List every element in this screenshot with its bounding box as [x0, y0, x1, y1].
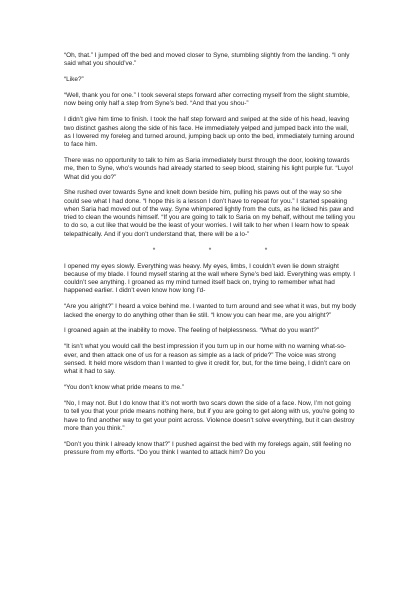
paragraph: “Are you alright?” I heard a voice behind me. I wanted to turn around and see what it was, but my body lacked the energy to do anything other than lie still. “I know you can hear me, are you alright?” — [64, 303, 356, 319]
paragraph: I didn’t give him time to finish. I took the half step forward and swiped at the side of his head, leaving two distinct gashes along the side of his face. He immediately yelped and jumped back into the wall, as I lowered my foreleg and turned around, jumping back up onto the bed, immediately turning around to face him. — [64, 116, 355, 149]
paragraph: “Well, thank you for one.” I took several steps forward after correcting myself from the slight stumble, now being only half a step from Syne’s bed. “And that you shou-” — [64, 92, 350, 108]
section-break-asterisk: * — [264, 246, 268, 254]
section-break-asterisk: * — [152, 246, 156, 254]
paragraph: She rushed over towards Syne and knelt down beside him, pulling his paws out of the way so she could see what I had done. “I hope this is a lesson I don’t have to repeat for you.” I started speaking when Saria had moved out of the way. Syne whimpered lightly from the cuts, as he licked his paw and tried to clean the wounds himself. “If you are going to talk to Saria on my behalf, without me telling you to do so, a cut like that would be the least of your worries. I will talk to her when I learn how to speak telepathically. And if you don’t understand that, there will be a lo-” — [64, 189, 355, 238]
paragraph: “Like?” — [64, 76, 84, 84]
section-break-asterisk: * — [208, 246, 212, 254]
section-break — [64, 247, 356, 255]
paragraph: “You don’t know what pride means to me.” — [64, 384, 184, 392]
paragraph: “No, I may not. But I do know that it’s not worth two scars down the side of a face. Now, I’m not going to tell you that your pride means nothing here, but if you are going to get along with us, you’re going to have to find another way to get your point across. Violence doesn’t solve everything, but it can destroy more than you think.” — [64, 400, 355, 432]
paragraph: I opened my eyes slowly. Everything was heavy. My eyes, limbs, I couldn’t even lie down straight because of my blade. I found myself staring at the wall where Syne’s bed laid. Everything was empty. I couldn’t see anything. I groaned as my mind turned itself back on, trying to remember what had happened earlier. I didn’t even know how long I’d- — [64, 262, 356, 295]
paragraph: I groaned again at the inability to move. The feeling of helplessness. “What do you want?” — [64, 327, 320, 335]
paragraph: “Don’t you think I already know that?” I pushed against the bed with my forelegs again, still feeling no pressure from my efforts. “Do you think I wanted to attack him? Do you — [64, 440, 351, 456]
paragraph: “Oh, that.” I jumped off the bed and moved closer to Syne, stumbling slightly from the landing. “I only said what you should’ve.” — [64, 52, 350, 68]
paragraph: There was no opportunity to talk to him as Saria immediately burst through the door, looking towards me, then to Syne, who’s wounds had already started to seep blood, staining his light purple fur. “Luyo! What did you do?” — [64, 157, 354, 181]
paragraph: “It isn’t what you would call the best impression if you turn up in our home with no warning what-so-ever, and then attack one of us for a reason as simple as a lack of pride?” The voice was strong sensed. It held more wisdom than I wanted to give it credit for, but, for the time being, I didn’t care on what it had to say. — [64, 343, 351, 376]
